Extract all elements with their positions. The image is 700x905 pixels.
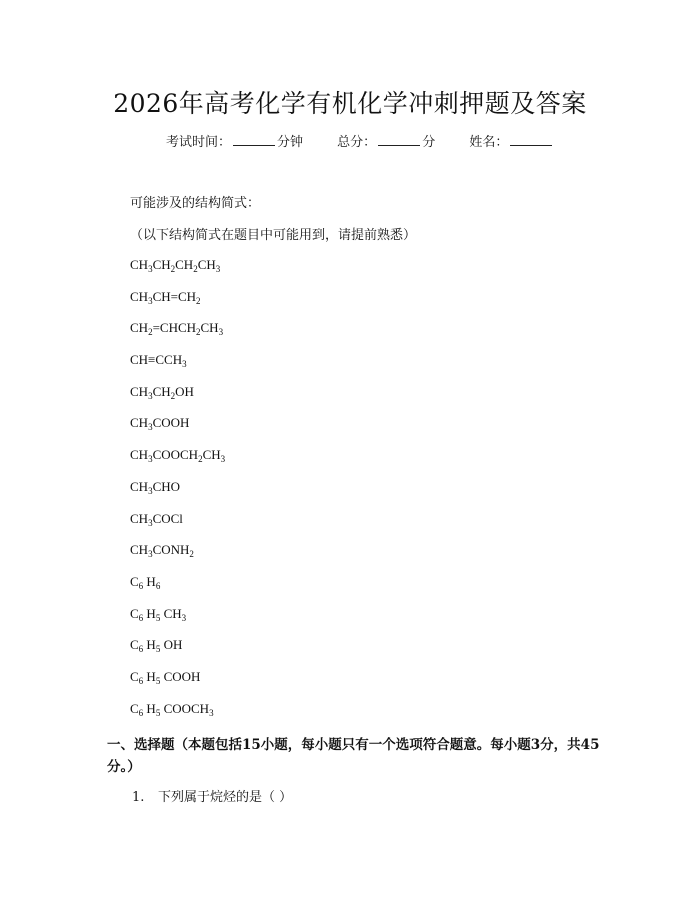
question-text: 下列属于烷烃的是（ ） [158,790,293,805]
structural-formula: $CH_3CH_2CH_2CH_3$ [130,257,221,274]
structural-formula: $CH_2=CHCH_2CH_3$ [130,320,224,338]
formulas-heading: 可能涉及的结构简式： [130,196,261,211]
structural-formula: $C_6$ $H_6$ [130,573,161,591]
section-heading: 一、选择题（本题包括15小题，每小题只有一个选项符合题意。每小题3分，共45分。） [107,737,600,775]
structural-formula: $CH_3CHO$ [130,478,181,496]
exam-time-unit: 分钟 [277,135,304,150]
page-title: 2026年高考化学有机化学冲刺押题及答案 [113,89,587,118]
name-label: 姓名： [469,135,509,150]
exam-meta [166,131,554,150]
score-unit: 分 [422,135,436,150]
formula-list [130,256,225,731]
structural-formula: $CH_3CONH_2$ [130,542,194,560]
structural-formula: $CH\equiv CCH_3$ [130,352,187,370]
structural-formula: $CH_3COOCH_2CH_3$ [130,447,226,465]
exam-time-blank [233,135,275,146]
structural-formula: $CH_3CH_2OH$ [130,383,194,401]
question-1 [132,786,292,805]
total-score-blank [378,135,420,146]
question-number: 1. [132,790,145,805]
structural-formula: $CH_3CH=CH_2$ [130,288,201,306]
structural-formula: $C_6$ $H_5$ $CH_3$ [130,605,187,623]
structural-formula: $CH_3COCl$ [130,510,183,528]
structural-formula: $C_6$ $H_5$ COOH [130,668,201,686]
total-score-label: 总分： [337,135,377,150]
structural-formula: $CH_3COOH$ [130,415,190,433]
exam-time-label: 考试时间： [166,135,232,150]
structural-formula: $C_6$ $H_5$ OH [130,637,183,655]
name-blank [510,135,552,146]
formulas-note: （以下结构简式在题目中可能用到，请提前熟悉） [130,228,417,243]
structural-formula: $C_6$ $H_5$ $COOCH_3$ [130,700,214,718]
